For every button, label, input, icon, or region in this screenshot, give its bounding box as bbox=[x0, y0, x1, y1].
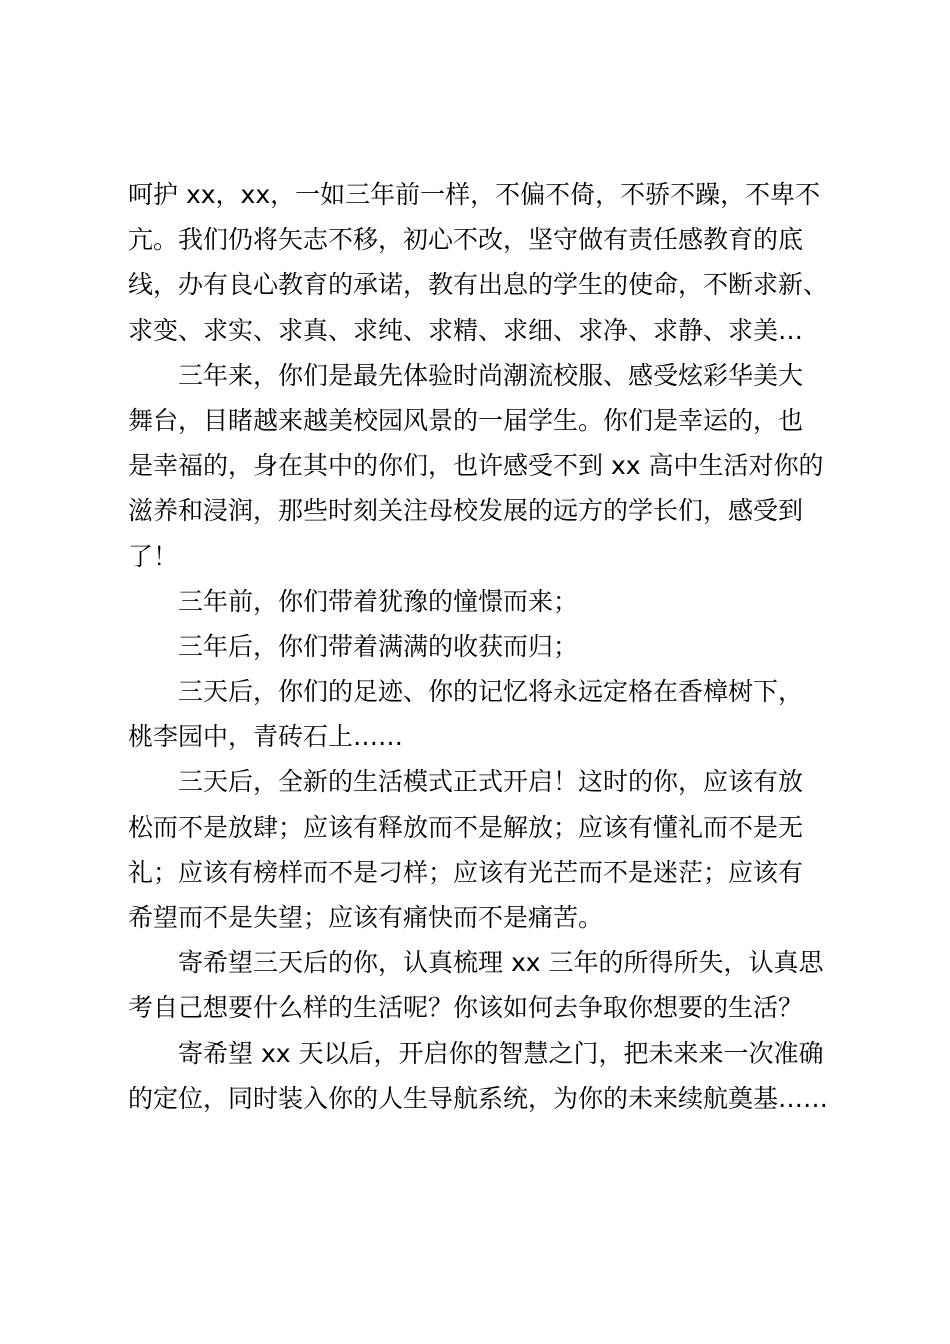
text-line: 舞台，目睹越来越美校园风景的一届学生。你们是幸运的，也 bbox=[128, 405, 804, 435]
paragraph-first-line: 三天后，全新的生活模式正式开启！这时的你，应该有放 bbox=[178, 767, 804, 797]
text-line: 桃李园中，青砖石上…… bbox=[128, 722, 404, 752]
text-line: 礼；应该有榜样而不是刁样；应该有光芒而不是迷茫；应该有 bbox=[128, 857, 804, 887]
paragraph-first-line: 寄希望三天后的你，认真梳理 xx 三年的所得所失，认真思 bbox=[178, 948, 824, 978]
text-line: 了！ bbox=[128, 541, 179, 571]
text-line: 希望而不是失望；应该有痛快而不是痛苦。 bbox=[128, 903, 604, 932]
paragraph-first-line: 三年后，你们带着满满的收获而归； bbox=[178, 631, 579, 661]
text-line: 线，办有良心教育的承诺，教有出息的学生的使命，不断求新、 bbox=[128, 270, 829, 300]
document-body bbox=[128, 172, 828, 1121]
paragraph-first-line: 三天后，你们的足迹、你的记忆将永远定格在香樟树下， bbox=[178, 677, 804, 707]
text-line: 亢。我们仍将矢志不移，初心不改，坚守做有责任感教育的底 bbox=[128, 225, 804, 255]
text-line: 求变、求实、求真、求纯、求精、求细、求净、求静、求美… bbox=[128, 315, 804, 345]
text-line: 松而不是放肆；应该有释放而不是解放；应该有懂礼而不是无 bbox=[128, 812, 804, 842]
text-line: 是幸福的，身在其中的你们，也许感受不到 xx 高中生活对你的 bbox=[128, 451, 824, 481]
paragraph-first-line: 寄希望 xx 天以后，开启你的智慧之门，把未来来一次准确 bbox=[178, 1038, 824, 1068]
text-line: 呵护 xx，xx，一如三年前一样，不偏不倚，不骄不躁，不卑不 bbox=[128, 180, 821, 209]
paragraph-first-line: 三年来，你们是最先体验时尚潮流校服、感受炫彩华美大 bbox=[178, 360, 804, 390]
paragraph-first-line: 三年前，你们带着犹豫的憧憬而来； bbox=[178, 586, 579, 616]
text-line: 考自己想要什么样的生活呢？你该如何去争取你想要的生活？ bbox=[128, 993, 804, 1023]
text-line: 滋养和浸润，那些时刻关注母校发展的远方的学长们，感受到 bbox=[128, 496, 804, 526]
text-line: 的定位，同时装入你的人生导航系统，为你的未来续航奠基…… bbox=[128, 1083, 829, 1113]
